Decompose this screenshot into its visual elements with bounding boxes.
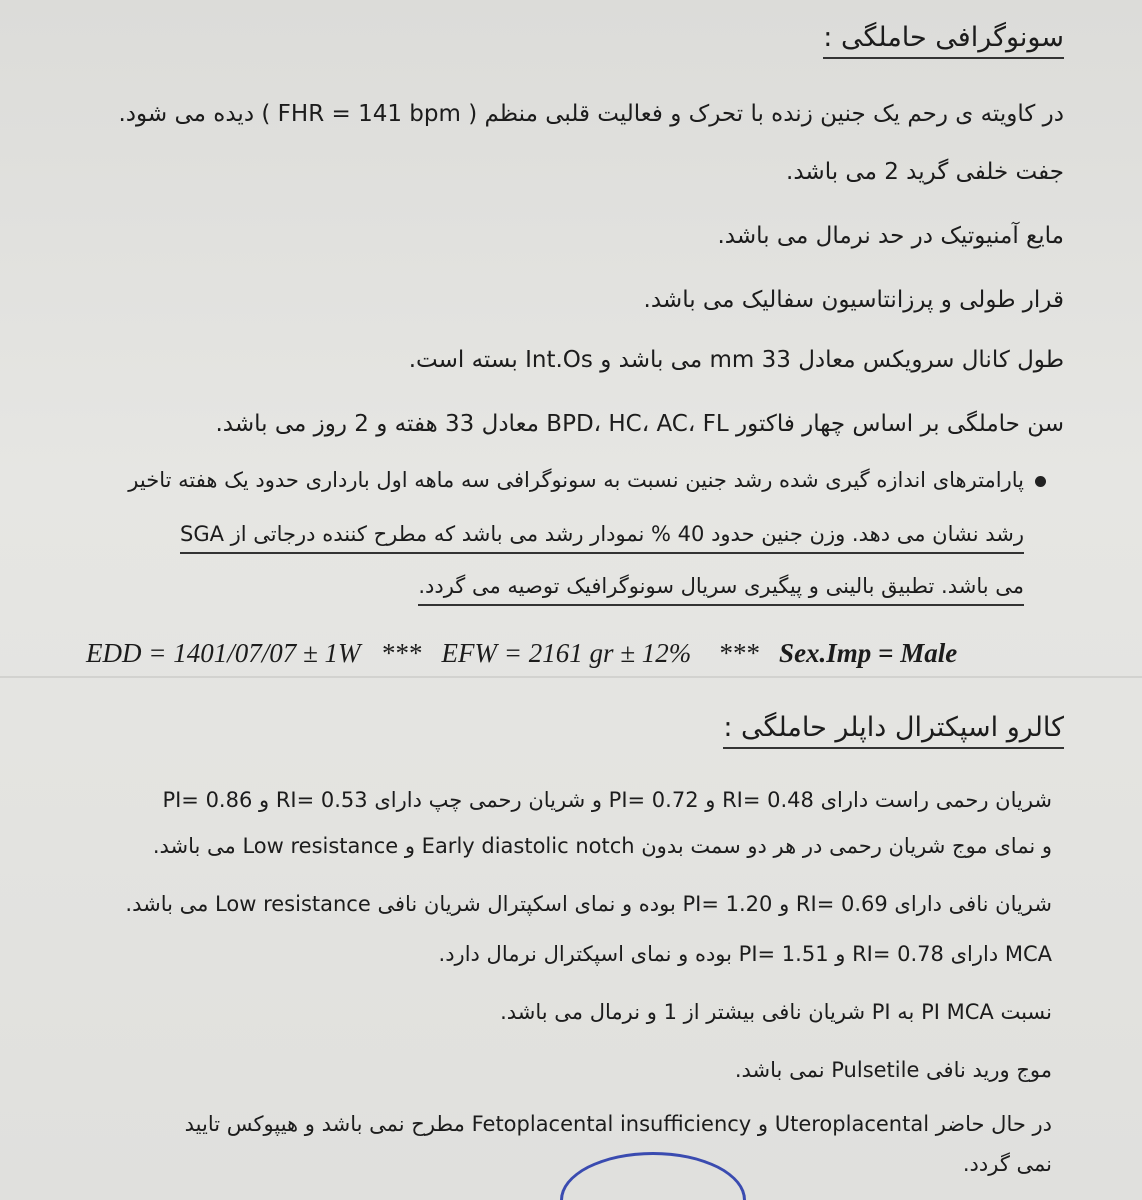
mca-line: MCA دارای RI= 0.78 و PI= 1.51 بوده و نمای اسپکترال نرمال دارد. <box>438 942 1052 966</box>
summary-line <box>86 638 957 669</box>
efw-value: EFW = 2161 gr ± 12% <box>441 638 692 668</box>
lie-line: قرار طولی و پرزانتاسیون سفالیک می باشد. <box>643 287 1064 313</box>
sex-value: Sex.Imp = Male <box>779 638 958 668</box>
umbilical-artery-line: شریان نافی دارای RI= 0.69 و PI= 1.20 بوده و نمای اسکپترال شریان نافی Low resistance می باشد. <box>125 892 1052 916</box>
cervix-line: طول کانال سرویکس معادل 33 mm می باشد و Int.Os بسته است. <box>408 347 1064 373</box>
separator: *** <box>718 638 759 668</box>
edd-value: EDD = 1401/07/07 ± 1W <box>86 638 361 668</box>
venous-line: موج ورید نافی Pulsetile نمی باشد. <box>734 1058 1052 1082</box>
obstetric-sonography-title: سونوگرافی حاملگی : <box>823 22 1064 59</box>
conclusion-line-1: در حال حاضر Uteroplacental و Fetoplacental insufficiency مطرح نمی باشد و هیپوکس تایید <box>184 1112 1052 1136</box>
growth-note-line-2: رشد نشان می دهد. وزن جنین حدود 40 % نمودار رشد می باشد که مطرح کننده درجاتی از SGA <box>180 520 1024 554</box>
uterine-artery-line-2: و نمای موج شریان رحمی در هر دو سمت بدون Early diastolic notch و Low resistance می باشد. <box>152 834 1052 858</box>
conclusion-line-2: نمی گردد. <box>962 1152 1052 1176</box>
amniotic-line: مایع آمنیوتیک در حد نرمال می باشد. <box>717 223 1064 249</box>
placenta-line: جفت خلفی گرید 2 می باشد. <box>786 159 1064 185</box>
doctor-stamp <box>560 1152 746 1200</box>
fhr-line: در کاویته ی رحم یک جنین زنده با تحرک و فعالیت قلبی منظم ( FHR = 141 bpm ) دیده می شود. <box>118 101 1064 127</box>
paper-fold <box>0 676 1142 678</box>
growth-note-line-3: می باشد. تطبیق بالینی و پیگیری سریال سونوگرافیک توصیه می گردد. <box>418 572 1024 606</box>
uterine-artery-line-1: شریان رحمی راست دارای RI= 0.48 و PI= 0.72 و شریان رحمی چپ دارای RI= 0.53 و PI= 0.86 <box>162 788 1052 812</box>
bullet-icon <box>1035 476 1046 487</box>
gestational-age-line: سن حاملگی بر اساس چهار فاکتور BPD، HC، AC، FL معادل 33 هفته و 2 روز می باشد. <box>215 411 1064 437</box>
doppler-title: کالرو اسپکترال داپلر حاملگی : <box>723 712 1064 749</box>
growth-note-line-1: پارامترهای اندازه گیری شده رشد جنین نسبت به سونوگرافی سه ماهه اول بارداری حدود یک هفته تاخیر <box>128 468 1024 492</box>
ratio-line: نسبت PI MCA به PI شریان نافی بیشتر از 1 و نرمال می باشد. <box>500 1000 1052 1024</box>
separator: *** <box>380 638 422 668</box>
